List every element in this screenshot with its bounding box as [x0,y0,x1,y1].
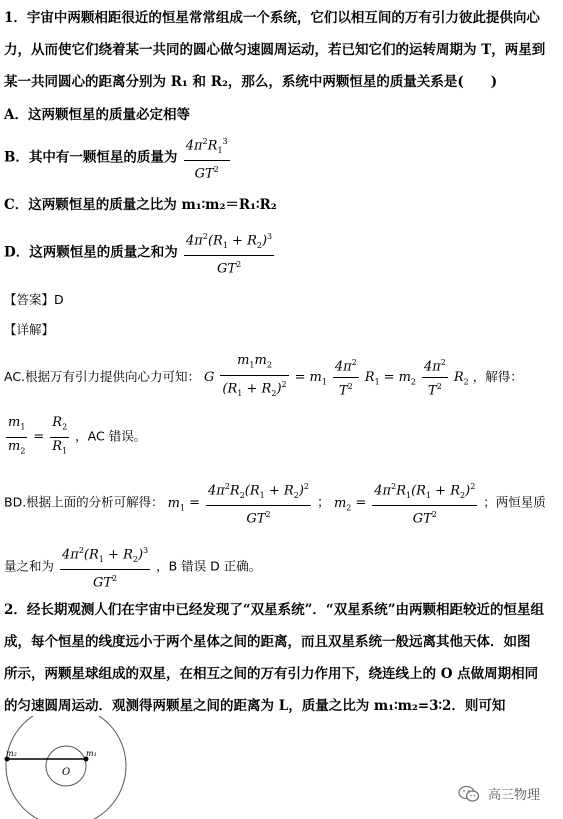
formula-m1: $\frac{4\pi^2R_2(R_1 + R_2)^2}{GT^2}$ [206,478,311,528]
formula-mass-ratio: $\frac{m_1}{m_2}$ [8,415,26,456]
q1-option-a: A．这两颗恒星的质量必定相等 [4,107,190,123]
q1-stem-line-3: 某一共同圆心的距离分别为 R₁ 和 R₂，那么，系统中两颗恒星的质量关系是( ) [4,74,498,90]
q1-option-b: B．其中有一颗恒星的质量为 [4,149,178,166]
q2-stem-line-4: 的匀速圆周运动．观测得两颗星之间的距离为 L，质量之比为 m₁∶m₂=3∶2．则可知 [4,698,506,714]
formula-b: $\frac{4\pi^2R_1^3}{GT^2}$ [184,133,230,183]
formula-gravity: $\frac{m_1m_2}{(R_1 + R_2)^2}$ [222,353,287,398]
formula-d: $\frac{4\pi^2(R_1 + R_2)^3}{GT^2}$ [184,228,274,278]
ac-error: ，AC 错误。 [75,428,147,444]
bd-line: BD.根据上面的分析可解得： $m_1$ = $\frac{4\pi^2R_2(R_1 + R_2)^2}{GT^2}$ ； $m_2$ = $\frac{4\pi^2R_1(R_1 + R_2)^2}{GT^2}$ ；两恒星质 [4,478,546,528]
q2-stem-line-1: 2．经长期观测人们在宇宙中已经发现了“双星系统”．“双星系统”由两颗相距较近的恒星组 [4,602,544,618]
bd-tail: ；两恒星质 [483,494,546,510]
answer-label: 【答案】D [4,292,64,307]
watermark [458,784,540,803]
sum-text: 量之和为 [4,558,55,574]
label-o: O [62,767,71,778]
sum-tail: ，B 错误 D 正确。 [156,558,262,574]
ac-line: AC.根据万有引力提供向心力可知： G $\frac{m_1m_2}{(R_1 + R_2)^2}$ = $m_1$ $\frac{4\pi^2}{T^2}$ $R_1 = m_2$ $\frac{4\pi^2}{T^2}$ $R_2$ ，解得： [4,352,523,403]
ac-tail: ，解得： [472,368,523,384]
q1-option-d-row [4,228,276,278]
label-m2: m₂ [6,749,17,758]
wechat-icon [458,785,480,803]
q2-stem-line-3: 所示，两颗星球组成的双星，在相互之间的万有引力作用下，绕连线上的 O 点做周期相同 [4,666,539,682]
label-m1: m₁ [86,749,97,758]
q1-stem-line-1: 1．宇宙中两颗相距很近的恒星常常组成一个系统，它们以相互间的万有引力彼此提供向心 [4,10,540,26]
q2-stem-line-2: 成，每个恒星的线度远小于两个星体之间的距离，而且双星系统一般远离其他天体．如图 [4,634,531,650]
formula-m2: $\frac{4\pi^2R_1(R_1 + R_2)^2}{GT^2}$ [372,478,477,528]
q1-stem-line-2: 力，从而使它们绕着某一共同的圆心做匀速圆周运动，若已知它们的运转周期为 T，两星到 [4,42,546,58]
ratio-line: $\frac{m_1}{m_2}$ = $\frac{R_2}{R_1}$ ，AC 错误。 [4,414,146,460]
sum-line [4,542,261,592]
inner-orbit [46,746,86,786]
formula-centripetal-1: $\frac{4\pi^2}{T^2}$ [333,354,359,400]
q1-option-c: C．这两颗恒星的质量之比为 m₁∶m₂＝R₁∶R₂ [4,197,277,213]
explain-label: 【详解】 [4,322,55,337]
ac-text: AC.根据万有引力提供向心力可知： [4,368,201,384]
formula-centripetal-2: $\frac{4\pi^2}{T^2}$ [422,354,448,400]
bd-text: BD.根据上面的分析可解得： [4,494,164,510]
formula-sum: $\frac{4\pi^2(R_1 + R_2)^3}{GT^2}$ [60,542,150,592]
q1-option-b-row [4,133,232,183]
binary-star-diagram [0,716,170,819]
formula-radius-ratio: $\frac{R_2}{R_1}$ [52,415,68,456]
q1-option-d: D．这两颗恒星的质量之和为 [4,244,178,261]
watermark-text: 高三物理 [488,788,541,803]
